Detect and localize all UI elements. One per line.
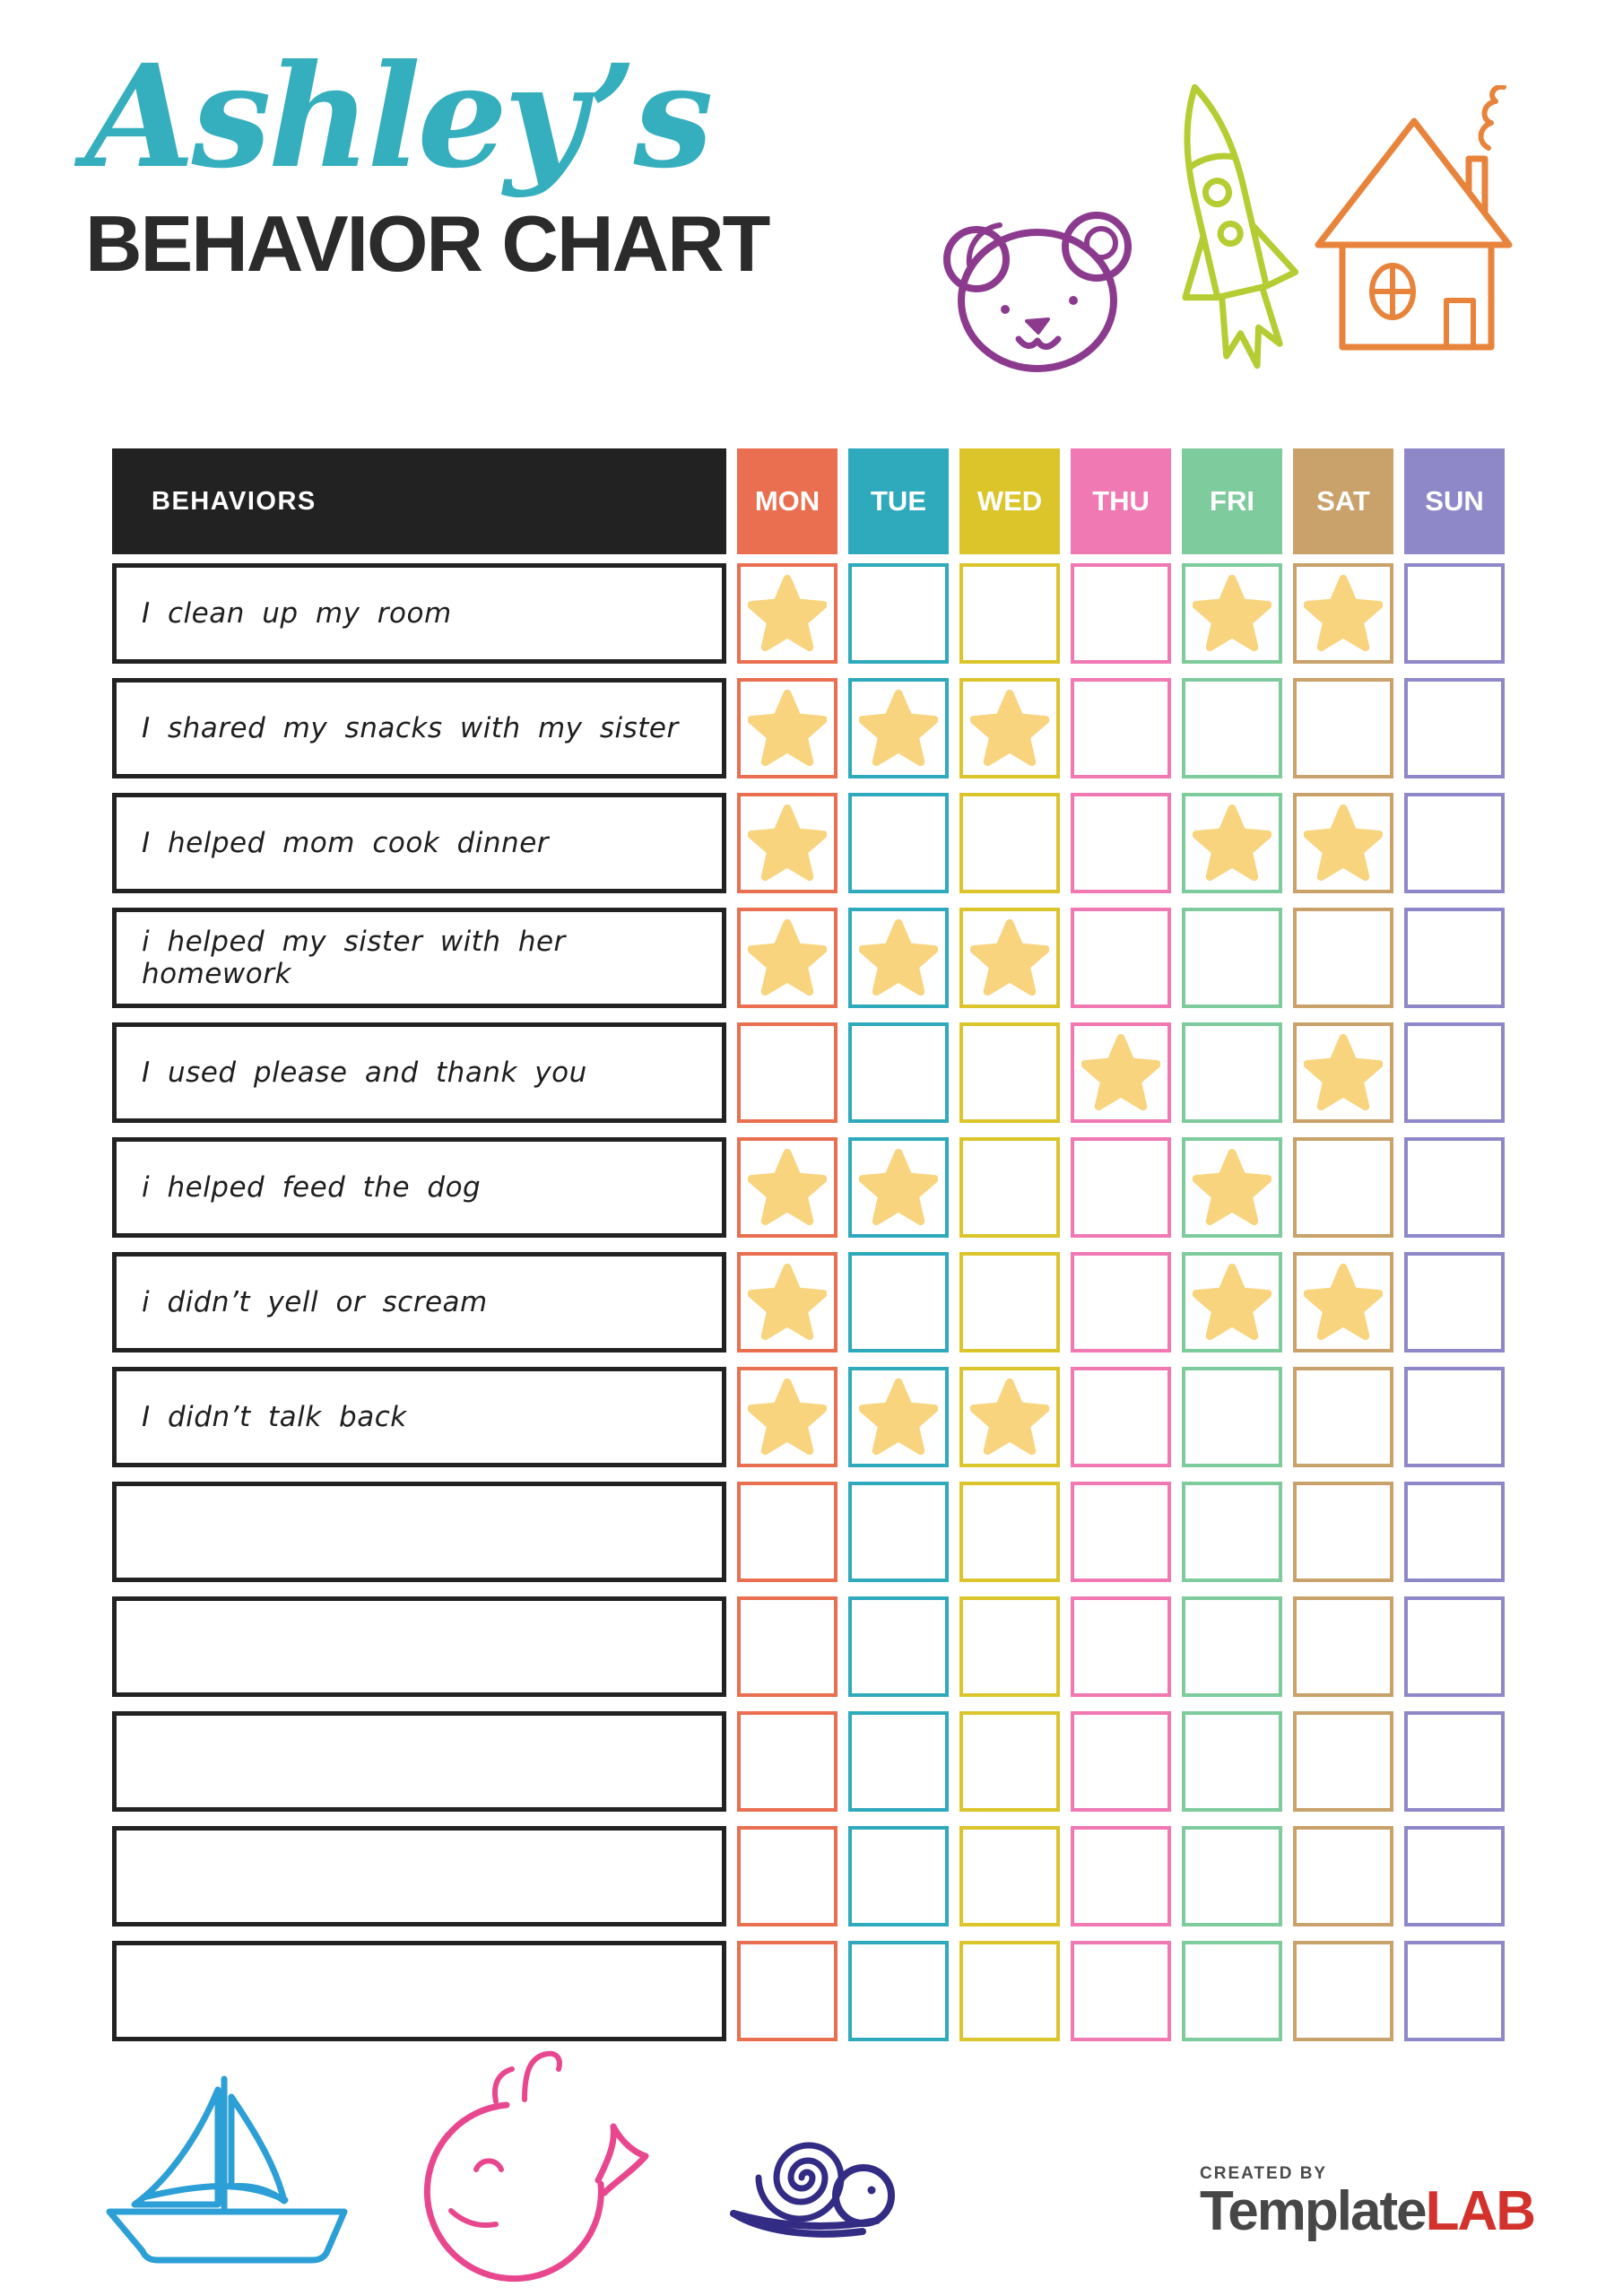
day-cell-fri: [1182, 1596, 1282, 1697]
behavior-label: [112, 1711, 726, 1812]
day-cell-sun: [1404, 563, 1505, 664]
behavior-label: i didn’t yell or scream: [112, 1252, 726, 1352]
behavior-label: I helped mom cook dinner: [112, 793, 726, 893]
day-cell-thu: [1071, 563, 1171, 664]
star-icon: [859, 1378, 938, 1457]
day-cell-sat: [1293, 1252, 1393, 1352]
snail-icon: [673, 2108, 915, 2251]
child-name: Ashley’s: [85, 34, 710, 200]
day-cell-mon: [737, 1941, 838, 2041]
title-block: [85, 34, 769, 288]
whale-icon: [390, 2049, 668, 2283]
day-cell-fri: [1182, 793, 1282, 893]
star-icon: [748, 574, 827, 653]
brand-lab: LAB: [1425, 2180, 1535, 2242]
day-cell-tue: [848, 563, 949, 664]
day-cell-sun: [1404, 1941, 1505, 2041]
day-cell-sat: [1293, 1367, 1393, 1467]
day-cell-sun: [1404, 1137, 1505, 1238]
day-cell-mon: [737, 793, 838, 893]
star-icon: [1304, 574, 1383, 653]
day-cell-tue: [848, 908, 949, 1008]
behavior-chart-table: [112, 448, 1505, 2041]
day-cell-sat: [1293, 1137, 1393, 1238]
day-cell-sat: [1293, 563, 1393, 664]
day-cell-wed: [959, 793, 1060, 893]
day-cell-wed: [959, 1826, 1060, 1926]
star-icon: [859, 689, 938, 768]
day-cell-fri: [1182, 1941, 1282, 2041]
created-by-label: CREATED BY: [1200, 2164, 1328, 2183]
day-cell-tue: [848, 1596, 949, 1697]
day-cell-thu: [1071, 1367, 1171, 1467]
star-icon: [859, 918, 938, 997]
day-cell-fri: [1182, 1711, 1282, 1812]
day-cell-sun: [1404, 908, 1505, 1008]
day-cell-tue: [848, 793, 949, 893]
star-icon: [1304, 1263, 1383, 1342]
day-cell-mon: [737, 678, 838, 778]
behaviors-header: BEHAVIORS: [112, 448, 726, 554]
day-cell-thu: [1071, 678, 1171, 778]
behavior-label: I clean up my room: [112, 563, 726, 664]
behavior-label: [112, 1482, 726, 1582]
day-cell-tue: [848, 1137, 949, 1238]
house-icon: [1305, 85, 1529, 363]
day-cell-tue: [848, 1022, 949, 1123]
star-icon: [748, 1148, 827, 1227]
day-cell-sun: [1404, 1367, 1505, 1467]
day-cell-fri: [1182, 563, 1282, 664]
behavior-label: i helped my sister with her homework: [112, 908, 726, 1008]
day-cell-tue: [848, 1482, 949, 1582]
day-cell-sun: [1404, 1596, 1505, 1697]
day-cell-thu: [1071, 908, 1171, 1008]
day-cell-fri: [1182, 908, 1282, 1008]
day-cell-wed: [959, 908, 1060, 1008]
day-cell-sun: [1404, 1826, 1505, 1926]
day-cell-sat: [1293, 1711, 1393, 1812]
star-icon: [1193, 574, 1271, 653]
day-cell-wed: [959, 1022, 1060, 1123]
day-cell-thu: [1071, 1252, 1171, 1352]
day-cell-sat: [1293, 793, 1393, 893]
day-cell-thu: [1071, 1022, 1171, 1123]
star-icon: [748, 1263, 827, 1342]
day-cell-sat: [1293, 908, 1393, 1008]
day-cell-wed: [959, 1252, 1060, 1352]
day-cell-sun: [1404, 793, 1505, 893]
behavior-label: I shared my snacks with my sister: [112, 678, 726, 778]
day-cell-sat: [1293, 678, 1393, 778]
star-icon: [748, 918, 827, 997]
day-cell-sat: [1293, 1482, 1393, 1582]
sailboat-icon: [90, 2054, 368, 2274]
page-title: BEHAVIOR CHART: [85, 198, 769, 288]
day-cell-sun: [1404, 678, 1505, 778]
day-cell-tue: [848, 1711, 949, 1812]
day-cell-fri: [1182, 1826, 1282, 1926]
day-cell-sat: [1293, 1022, 1393, 1123]
behavior-label: i helped feed the dog: [112, 1137, 726, 1238]
day-header-mon: MON: [737, 448, 838, 554]
day-cell-wed: [959, 1137, 1060, 1238]
behavior-label: I used please and thank you: [112, 1022, 726, 1123]
day-cell-fri: [1182, 678, 1282, 778]
star-icon: [1304, 804, 1383, 883]
day-cell-tue: [848, 678, 949, 778]
day-cell-mon: [737, 1022, 838, 1123]
day-cell-sat: [1293, 1941, 1393, 2041]
star-icon: [1193, 804, 1271, 883]
day-cell-sat: [1293, 1826, 1393, 1926]
day-cell-wed: [959, 678, 1060, 778]
day-cell-thu: [1071, 1826, 1171, 1926]
day-cell-mon: [737, 1711, 838, 1812]
day-cell-wed: [959, 1367, 1060, 1467]
day-cell-sun: [1404, 1482, 1505, 1582]
day-cell-tue: [848, 1941, 949, 2041]
day-cell-sun: [1404, 1252, 1505, 1352]
table-header-row: [112, 448, 1505, 554]
star-icon: [748, 804, 827, 883]
brand-wordmark: [1200, 2180, 1535, 2242]
day-cell-mon: [737, 563, 838, 664]
bear-icon: [928, 193, 1143, 372]
table-body: [112, 563, 1505, 2041]
day-cell-sun: [1404, 1711, 1505, 1812]
day-cell-wed: [959, 1941, 1060, 2041]
day-header-wed: WED: [959, 448, 1060, 554]
day-cell-thu: [1071, 1596, 1171, 1697]
day-header-thu: THU: [1071, 448, 1171, 554]
templatelab-logo: [1200, 2164, 1535, 2242]
day-cell-fri: [1182, 1367, 1282, 1467]
day-cell-tue: [848, 1826, 949, 1926]
brand-template: Template: [1200, 2180, 1426, 2242]
behavior-label: [112, 1941, 726, 2041]
day-header-sat: SAT: [1293, 448, 1393, 554]
day-cell-wed: [959, 1482, 1060, 1582]
star-icon: [748, 689, 827, 768]
star-icon: [859, 1148, 938, 1227]
day-cell-mon: [737, 1367, 838, 1467]
day-header-sun: SUN: [1404, 448, 1505, 554]
day-cell-fri: [1182, 1022, 1282, 1123]
day-cell-thu: [1071, 1137, 1171, 1238]
behavior-label: [112, 1826, 726, 1926]
day-cell-tue: [848, 1252, 949, 1352]
day-header-tue: TUE: [848, 448, 949, 554]
star-icon: [1193, 1263, 1271, 1342]
day-cell-mon: [737, 1596, 838, 1697]
behavior-label: [112, 1596, 726, 1697]
day-cell-thu: [1071, 1482, 1171, 1582]
day-cell-mon: [737, 908, 838, 1008]
star-icon: [1304, 1033, 1383, 1112]
star-icon: [1081, 1033, 1160, 1112]
star-icon: [1193, 1148, 1271, 1227]
star-icon: [970, 1378, 1049, 1457]
day-cell-sun: [1404, 1022, 1505, 1123]
day-cell-thu: [1071, 793, 1171, 893]
day-cell-thu: [1071, 1941, 1171, 2041]
star-icon: [970, 918, 1049, 997]
day-cell-mon: [737, 1482, 838, 1582]
day-cell-sat: [1293, 1596, 1393, 1697]
star-icon: [748, 1378, 827, 1457]
day-cell-wed: [959, 563, 1060, 664]
day-cell-wed: [959, 1596, 1060, 1697]
day-cell-mon: [737, 1252, 838, 1352]
behavior-label: I didn’t talk back: [112, 1367, 726, 1467]
day-cell-fri: [1182, 1252, 1282, 1352]
day-cell-fri: [1182, 1482, 1282, 1582]
day-header-fri: FRI: [1182, 448, 1282, 554]
day-cell-thu: [1071, 1711, 1171, 1812]
day-cell-mon: [737, 1826, 838, 1926]
star-icon: [970, 689, 1049, 768]
rocket-icon: [1125, 67, 1332, 399]
day-cell-wed: [959, 1711, 1060, 1812]
day-cell-mon: [737, 1137, 838, 1238]
day-cell-fri: [1182, 1137, 1282, 1238]
day-cell-tue: [848, 1367, 949, 1467]
